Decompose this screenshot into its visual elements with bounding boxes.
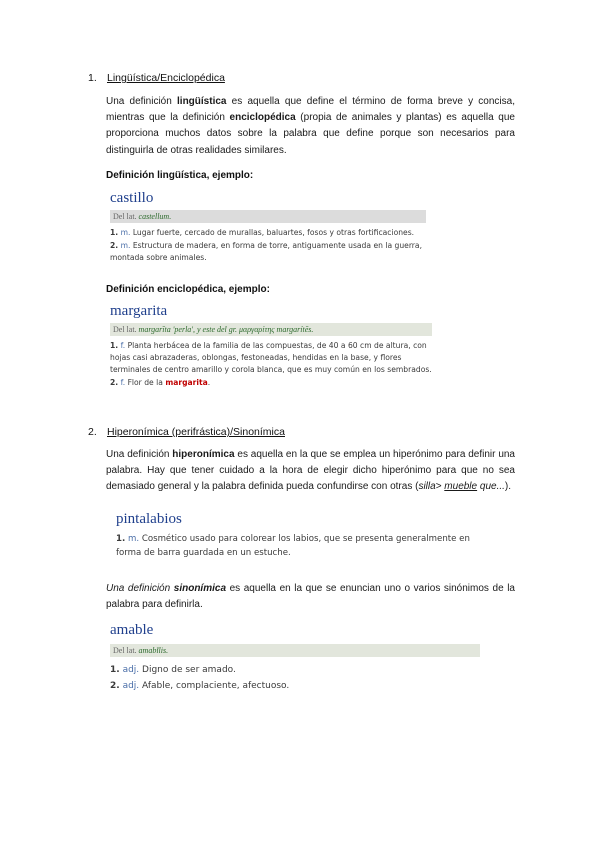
entry-headword: amable: [110, 622, 154, 638]
italic-run: Una definición: [106, 583, 174, 594]
definition-item: [110, 377, 432, 389]
section-1-paragraph: [106, 94, 515, 159]
def-number: 1.: [110, 341, 119, 350]
entry-headword: margarita: [110, 303, 168, 319]
def-abbr: m.: [127, 534, 140, 544]
text-run: Una definición: [106, 96, 178, 107]
dictionary-entry-margarita: [110, 303, 432, 389]
entry-headword: castillo: [110, 190, 154, 206]
italic-underlined-example: mueble: [444, 481, 478, 493]
entry-headword: pintalabios: [116, 511, 182, 527]
text-run: ).: [504, 481, 512, 493]
sinonimica-paragraph: [106, 581, 515, 613]
def-text: Cosmético usado para colorear los labios, que se presenta generalmente en forma de barra guardada en un estuche.: [116, 534, 470, 558]
def-text: Afable, complaciente, afectuoso.: [142, 681, 290, 691]
entry-definitions: [110, 662, 480, 694]
def-abbr: m.: [120, 228, 131, 237]
def-abbr: f.: [120, 341, 126, 350]
def-text: Planta herbácea de la familia de las compuestas, de 40 a 60 cm de altura, con hojas casi abrazaderas, oblongas, festoneadas, hendidas en la base, y flores terminales de centro amarillo y corola blanca, que es muy común en los sembrados.: [110, 341, 432, 375]
definition-item: [110, 340, 432, 377]
def-number: 1.: [110, 228, 119, 237]
def-number: 2.: [110, 377, 119, 387]
example-label-linguistic: Definición lingüística, ejemplo:: [106, 170, 254, 181]
def-text: Lugar fuerte, cercado de murallas, baluartes, fosos y otras fortificaciones.: [132, 228, 415, 237]
def-abbr: adj.: [122, 681, 140, 691]
etym-word: amabĭlis.: [138, 646, 169, 655]
etym-prefix: Del lat.: [113, 325, 139, 334]
text-run: es aquella en la que se emplea un hiperónimo para definir una palabra. Hay que tener cuidado a la hora de elegir dicho hiperónimo para que no sea demasiado general y la palabra definida pueda confundirse con otras (: [106, 449, 515, 493]
dictionary-entry-pintalabios: [116, 511, 486, 560]
section-2-title: Hiperonímica (perifrástica)/Sinonímica: [107, 426, 285, 438]
def-text: Flor de la: [127, 377, 166, 387]
definition-item: [110, 240, 426, 265]
bold-term-enciclopedica: enciclopédica: [229, 112, 296, 124]
section-2-paragraph: [106, 447, 515, 496]
etym-prefix: Del lat.: [113, 212, 139, 221]
bold-term-hiperonimica: hiperonímica: [172, 449, 235, 460]
italic-example: que...: [477, 481, 505, 493]
italic-example: silla>: [418, 481, 445, 493]
section-1-heading: [88, 72, 225, 84]
entry-etymology: [110, 644, 480, 657]
dictionary-entry-amable: [110, 622, 480, 694]
text-run: es aquella que define el término de forma breve y concisa, mientras que la definición: [106, 96, 515, 124]
text-run: Una definición: [106, 449, 173, 460]
entry-etymology: [110, 323, 432, 336]
text-run: (propia de animales y plantas) es aquella que proporciona muchos datos sobre la palabra que define porque son necesarios para distinguirla de otras realidades similares.: [106, 112, 515, 156]
def-number: 1.: [116, 534, 126, 544]
etym-word: castellum.: [138, 212, 172, 221]
def-abbr: f.: [120, 377, 126, 387]
def-text: Digno de ser amado.: [142, 665, 236, 675]
section-1-title: Lingüística/Enciclopédica: [107, 72, 225, 84]
section-2-number: 2.: [88, 426, 97, 438]
definition-item: [116, 533, 486, 560]
entry-etymology: [110, 210, 426, 223]
def-number: 1.: [110, 665, 120, 675]
etym-word: margarīta 'perla', y este del gr. μαργαρίτης margarítēs.: [138, 325, 314, 334]
def-link-margarita[interactable]: margarita: [165, 377, 208, 387]
def-text: .: [207, 377, 211, 387]
section-2-heading: [88, 426, 285, 438]
def-abbr: m.: [120, 240, 131, 250]
entry-definitions: [116, 533, 486, 560]
def-number: 2.: [110, 240, 119, 250]
entry-definitions: [110, 227, 426, 265]
def-text: Estructura de madera, en forma de torre, antiguamente usada en la guerra, montada sobre animales.: [110, 240, 422, 262]
etym-prefix: Del lat.: [113, 646, 139, 655]
definition-item: [110, 227, 426, 240]
section-1-number: 1.: [88, 72, 97, 84]
bold-term-linguistica: lingüística: [177, 96, 227, 107]
bold-term-sinonimica: sinonímica: [173, 583, 227, 594]
def-number: 2.: [110, 681, 120, 691]
entry-definitions: [110, 340, 432, 389]
definition-item: [110, 662, 480, 678]
text-run: es aquella en la que se enuncian uno o varios sinónimos de la palabra para definirla.: [106, 583, 515, 611]
def-abbr: adj.: [122, 665, 140, 675]
definition-item: [110, 678, 480, 694]
dictionary-entry-castillo: [110, 190, 426, 265]
example-label-encyclopedic: Definición enciclopédica, ejemplo:: [106, 284, 270, 295]
